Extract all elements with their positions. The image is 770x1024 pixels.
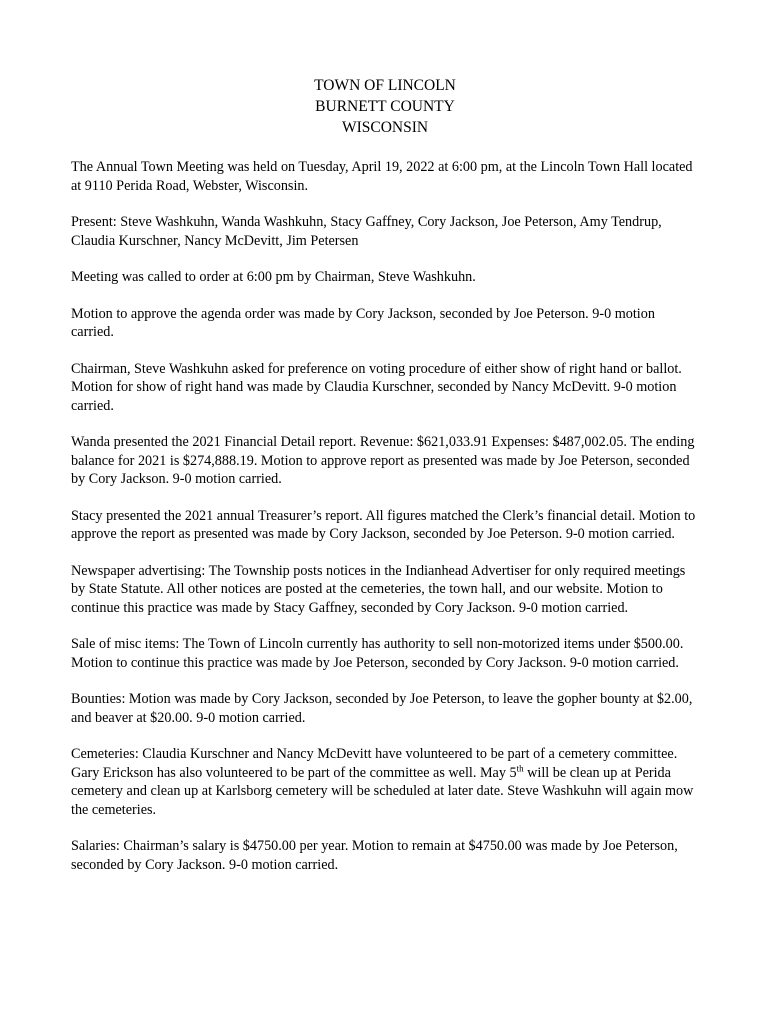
paragraph-newspaper-advertising: Newspaper advertising: The Township posts notices in the Indianhead Advertiser for only required meetings by State Statute. All other notices are posted at the cemeteries, the town hall, and our website. Motion to continue this practice was made by Stacy Gaffney, seconded by Cory Jackson. 9-0 motion carried. xyxy=(71,562,686,616)
ordinal-suffix: th xyxy=(516,762,524,773)
paragraph-salaries: Salaries: Chairman’s salary is $4750.00 per year. Motion to remain at $4750.00 was made by Joe Peterson, seconded by Cory Jackson. 9-0 motion carried. xyxy=(71,838,678,873)
paragraph-treasurer-report: Stacy presented the 2021 annual Treasurer’s report. All figures matched the Clerk’s financial detail. Motion to approve the report as presented was made by Cory Jackson, seconded by Joe Peterson. 9-0 motion carried. xyxy=(71,507,696,542)
header-town: TOWN OF LINCOLN xyxy=(314,77,456,94)
paragraph-call-to-order: Meeting was called to order at 6:00 pm by Chairman, Steve Washkuhn. xyxy=(71,269,476,285)
document-body xyxy=(71,158,701,892)
header-county: BURNETT COUNTY xyxy=(315,98,455,115)
paragraph-agenda: Motion to approve the agenda order was made by Cory Jackson, seconded by Joe Peterson. 9-0 motion carried. xyxy=(71,305,655,340)
cemeteries-text-end: will be clean up at Perida cemetery and clean up at Karlsborg cemetery will be scheduled at later date. Steve Washkuhn will again mow the cemeteries. xyxy=(71,764,694,818)
header-state: WISCONSIN xyxy=(341,119,429,136)
paragraph-bounties: Bounties: Motion was made by Cory Jackson, seconded by Joe Peterson, to leave the gopher bounty at $2.00, and beaver at $20.00. 9-0 motion carried. xyxy=(71,691,693,726)
paragraph-cemeteries xyxy=(71,745,701,819)
paragraph-voting-procedure: Chairman, Steve Washkuhn asked for preference on voting procedure of either show of right hand or ballot. Motion for show of right hand was made by Claudia Kurschner, seconded by Nancy McDevitt. 9-0 motion carried. xyxy=(71,360,682,414)
paragraph-financial-report: Wanda presented the 2021 Financial Detail report. Revenue: $621,033.91 Expenses: $487,002.05. The ending balance for 2021 is $274,888.19. Motion to approve report as presented was made by Joe Peterson, seconded by Cory Jackson. 9-0 motion carried. xyxy=(71,434,695,487)
paragraph-meeting-info: The Annual Town Meeting was held on Tuesday, April 19, 2022 at 6:00 pm, at the Lincoln Town Hall located at 9110 Perida Road, Webster, Wisconsin. xyxy=(71,159,693,194)
paragraph-sale-misc-items: Sale of misc items: The Town of Lincoln currently has authority to sell non-motorized items under $500.00. Motion to continue this practice was made by Joe Peterson, seconded by Cory Jackson. 9-0 motion carried. xyxy=(71,636,684,671)
paragraph-present: Present: Steve Washkuhn, Wanda Washkuhn, Stacy Gaffney, Cory Jackson, Joe Peterson, Amy Tendrup, Claudia Kurschner, Nancy McDevitt, Jim Petersen xyxy=(71,214,662,249)
document-header xyxy=(0,75,770,138)
cemeteries-text-start: Cemeteries: Claudia Kurschner and Nancy McDevitt have volunteered to be part of a cemetery committee. Gary Erickson has also volunteered to be part of the committee as well. May 5 xyxy=(71,746,678,781)
